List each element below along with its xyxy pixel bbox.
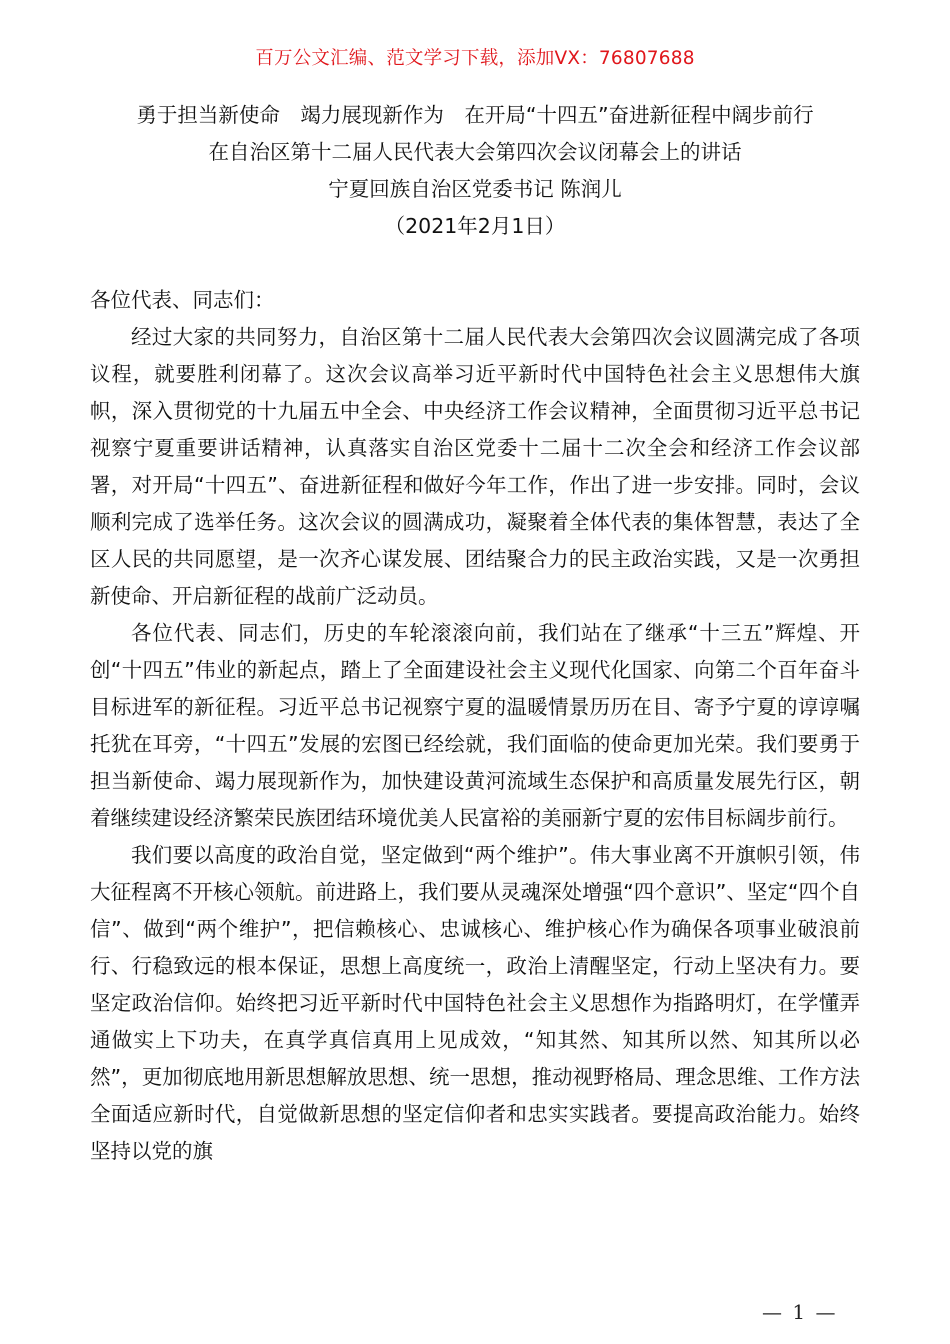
paragraph: 我们要以高度的政治自觉，坚定做到“两个维护”。伟大事业离不开旗帜引领，伟大征程离不开核心领航。前进路上，我们要从灵魂深处增强“四个意识”、坚定“四个自信”、做到“两个维护”，把信赖核心、忠诚核心、维护核心作为确保各项事业破浪前行、行稳致远的根本保证，思想上高度统一，政治上清醒坚定，行动上坚决有力。要坚定政治信仰。始终把习近平新时代中国特色社会主义思想作为指路明灯，在学懂弄通做实上下功夫，在真学真信真用上见成效，“知其然、知其所以然、知其所以必然”，更加彻底地用新思想解放思想、统一思想，推动视野格局、理念思维、工作方法全面适应新时代，自觉做新思想的坚定信仰者和忠实实践者。要提高政治能力。始终坚持以党的旗 <box>90 843 860 1163</box>
salutation: 各位代表、同志们： <box>90 288 275 312</box>
date-line: （2021年2月1日） <box>384 214 566 238</box>
document-title: 勇于担当新使命 竭力展现新作为 在开局“十四五”奋进新征程中阔步前行 <box>136 103 814 127</box>
document-body <box>90 282 860 1170</box>
paragraph: 各位代表、同志们，历史的车轮滚滚向前，我们站在了继承“十三五”辉煌、开创“十四五”伟业的新起点，踏上了全面建设社会主义现代化国家、向第二个百年奋斗目标进军的新征程。习近平总书记视察宁夏的温暖情景历历在目、寄予宁夏的谆谆嘱托犹在耳旁，“十四五”发展的宏图已经绘就，我们面临的使命更加光荣。我们要勇于担当新使命、竭力展现新作为，加快建设黄河流域生态保护和高质量发展先行区，朝着继续建设经济繁荣民族团结环境优美人民富裕的美丽新宁夏的宏伟目标阔步前行。 <box>90 621 860 830</box>
page-number: — 1 — <box>762 1300 838 1324</box>
paragraph: 经过大家的共同努力，自治区第十二届人民代表大会第四次会议圆满完成了各项议程，就要胜利闭幕了。这次会议高举习近平新时代中国特色社会主义思想伟大旗帜，深入贯彻党的十九届五中全会、中央经济工作会议精神，全面贯彻习近平总书记视察宁夏重要讲话精神，认真落实自治区党委十二届十二次全会和经济工作会议部署，对开局“十四五”、奋进新征程和做好今年工作，作出了进一步安排。同时，会议顺利完成了选举任务。这次会议的圆满成功，凝聚着全体代表的集体智慧，表达了全区人民的共同愿望，是一次齐心谋发展、团结聚合力的民主政治实践，又是一次勇担新使命、开启新征程的战前广泛动员。 <box>90 325 860 608</box>
watermark-banner: 百万公文汇编、范文学习下载，添加VX：76807688 <box>255 48 695 69</box>
author-line: 宁夏回族自治区党委书记 陈润儿 <box>328 177 622 201</box>
document-subtitle: 在自治区第十二届人民代表大会第四次会议闭幕会上的讲话 <box>208 140 742 164</box>
title-block <box>60 97 890 245</box>
